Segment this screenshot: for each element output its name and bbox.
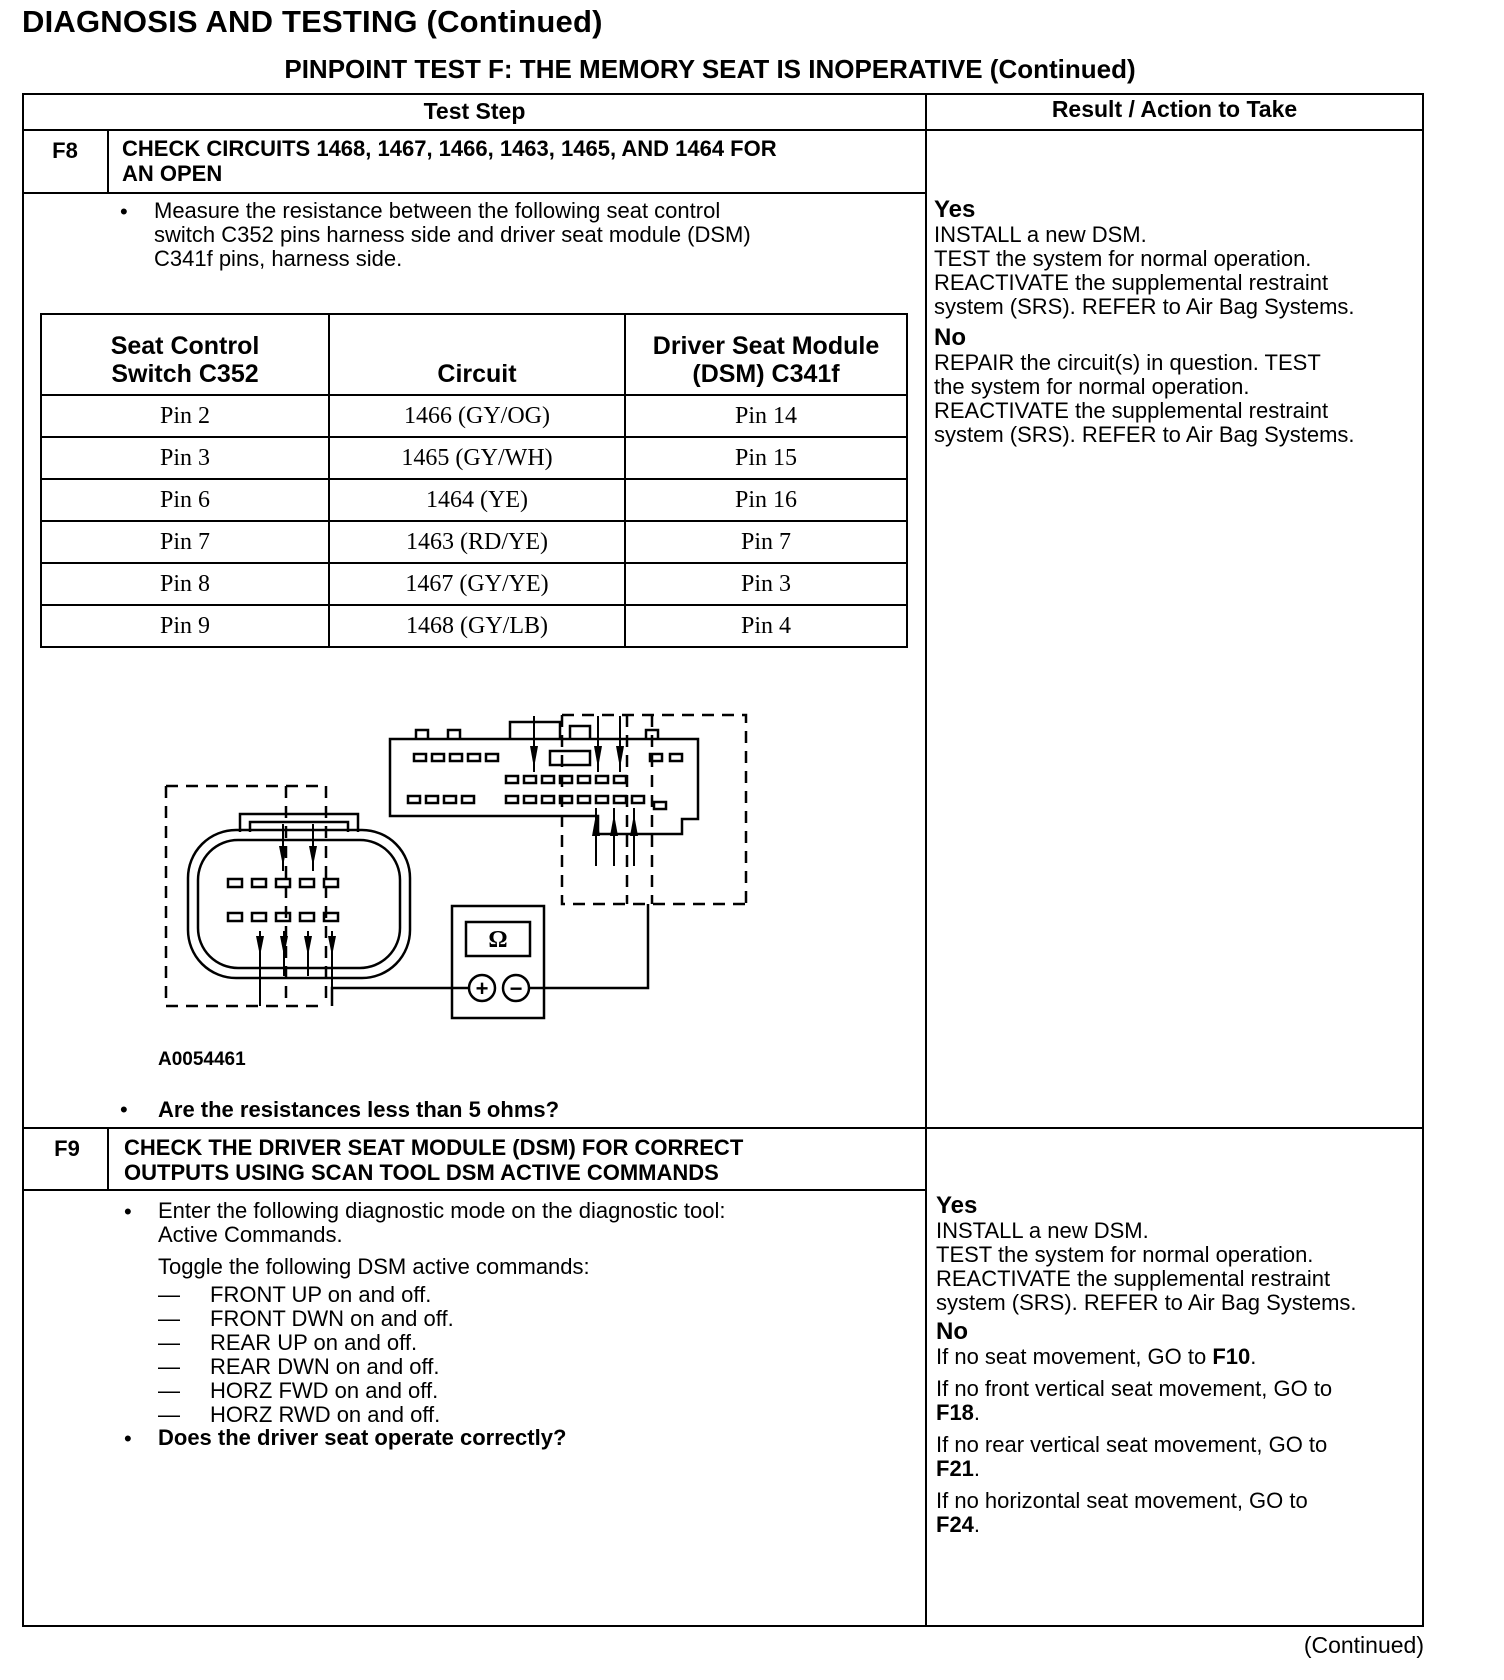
dash-glyph: — <box>158 1330 180 1355</box>
table-row <box>41 605 907 647</box>
table-row <box>41 437 907 479</box>
f9-title-bottom <box>24 1189 925 1191</box>
col-driver-seat-module: Driver Seat Module (DSM) C341f <box>625 314 907 395</box>
column-divider <box>925 95 927 1625</box>
ohm-symbol: Ω <box>488 927 508 953</box>
f9-command-item <box>158 1379 454 1403</box>
f9-command-text: FRONT DWN on and off. <box>210 1306 454 1331</box>
switch-pin: Pin 3 <box>41 437 329 479</box>
f9-no-text: If no seat movement, GO to <box>936 1344 1213 1369</box>
f9-no-ref: F21 <box>936 1456 974 1481</box>
f9-title-line2: OUTPUTS USING SCAN TOOL DSM ACTIVE COMMANDS <box>124 1160 719 1185</box>
f9-instructions <box>158 1199 725 1279</box>
table-row <box>41 479 907 521</box>
f8-result <box>934 197 1420 447</box>
f8-question: Are the resistances less than 5 ohms? <box>158 1097 560 1122</box>
f8-title-line1: CHECK CIRCUITS 1468, 1467, 1466, 1463, 1465, AND 1464 FOR <box>122 136 777 161</box>
f9-command-text: HORZ RWD on and off. <box>210 1402 441 1427</box>
f8-measure-text <box>154 199 751 271</box>
header-result-action: Result / Action to Take <box>1051 96 1298 122</box>
f8-no-line: system (SRS). REFER to Air Bag Systems. <box>934 422 1355 447</box>
f8-title-line2: AN OPEN <box>122 161 223 186</box>
col-circuit: Circuit <box>329 314 625 395</box>
seat-switch-connector <box>188 814 410 978</box>
f9-yes-line: TEST the system for normal operation. <box>936 1242 1314 1267</box>
circuit: 1466 (GY/OG) <box>329 395 625 437</box>
f8-step-id: F8 <box>52 138 78 163</box>
f8-yes-line: INSTALL a new DSM. <box>934 222 1147 247</box>
f9-toggle-line: Toggle the following DSM active commands: <box>158 1254 590 1279</box>
f9-no-text: If no front vertical seat movement, GO to <box>936 1376 1333 1401</box>
f9-no-item <box>936 1433 1422 1481</box>
f8-measure-line2: switch C352 pins harness side and driver seat module (DSM) <box>154 222 751 247</box>
f9-command-text: REAR UP on and off. <box>210 1330 418 1355</box>
f9-no-end: . <box>973 1456 981 1481</box>
dsm-pin-row-top <box>414 751 682 765</box>
circuit: 1464 (YE) <box>329 479 625 521</box>
f9-no-text: If no horizontal seat movement, GO to <box>936 1488 1308 1513</box>
f9-yes-line: REACTIVATE the supplemental restraint <box>936 1266 1331 1291</box>
f9-yes-line: INSTALL a new DSM. <box>936 1218 1149 1243</box>
dash-glyph: — <box>158 1282 180 1307</box>
dsm-pin: Pin 3 <box>625 563 907 605</box>
f9-command-item <box>158 1283 454 1307</box>
f8-no-line: REPAIR the circuit(s) in question. TEST <box>934 350 1321 375</box>
dashed-probe-outline-left <box>166 786 326 1006</box>
pinpoint-test-title: PINPOINT TEST F: THE MEMORY SEAT IS INOPERATIVE (Continued) <box>284 54 1136 84</box>
dash-glyph: — <box>158 1306 180 1331</box>
pin-table-header-row <box>41 314 907 395</box>
f9-step-id: F9 <box>54 1136 80 1161</box>
circuit: 1465 (GY/WH) <box>329 437 625 479</box>
f9-title-line1: CHECK THE DRIVER SEAT MODULE (DSM) FOR CORRECT <box>124 1135 744 1160</box>
f9-no-label: No <box>936 1318 968 1345</box>
f9-command-text: HORZ FWD on and off. <box>210 1378 439 1403</box>
continued-note: (Continued) <box>1303 1632 1424 1658</box>
table-row <box>41 563 907 605</box>
f9-command-text: REAR DWN on and off. <box>210 1354 440 1379</box>
f8-yes-line: system (SRS). REFER to Air Bag Systems. <box>934 294 1355 319</box>
f8-yes-line: REACTIVATE the supplemental restraint <box>934 270 1329 295</box>
f9-yes-label: Yes <box>936 1192 978 1219</box>
f9-no-item <box>936 1345 1422 1369</box>
f8-measure-line3: C341f pins, harness side. <box>154 246 403 271</box>
f8-id-divider <box>107 131 109 192</box>
figure-id: A0054461 <box>158 1049 246 1070</box>
f8-no-label: No <box>934 324 966 351</box>
f8-title-bottom <box>24 192 925 194</box>
circuit: 1468 (GY/LB) <box>329 605 625 647</box>
table-row <box>41 395 907 437</box>
f9-no-item <box>936 1489 1422 1537</box>
dsm-pin-row-middle <box>506 776 626 783</box>
col-seat-control-switch: Seat Control Switch C352 <box>41 314 329 395</box>
f9-enter-line2: Active Commands. <box>158 1222 343 1247</box>
ohmmeter <box>452 906 544 1018</box>
f8-no-line: the system for normal operation. <box>934 374 1250 399</box>
pin-circuit-table <box>40 313 908 648</box>
page-title: DIAGNOSIS AND TESTING (Continued) <box>22 4 603 39</box>
switch-pin-row-top <box>228 879 338 887</box>
switch-pin: Pin 2 <box>41 395 329 437</box>
f8-question-bullet: • <box>120 1097 128 1122</box>
switch-pin: Pin 8 <box>41 563 329 605</box>
switch-pin: Pin 9 <box>41 605 329 647</box>
f9-no-text: If no rear vertical seat movement, GO to <box>936 1432 1328 1457</box>
f9-no-item <box>936 1377 1422 1425</box>
f8-f9-divider <box>24 1127 1422 1129</box>
circuit: 1463 (RD/YE) <box>329 521 625 563</box>
table-row <box>41 521 907 563</box>
switch-pin-row-bottom <box>228 913 338 921</box>
f9-id-divider <box>107 1129 109 1189</box>
f8-bullet: • <box>120 199 128 224</box>
switch-pin: Pin 7 <box>41 521 329 563</box>
f9-command-text: FRONT UP on and off. <box>210 1282 432 1307</box>
switch-probe-tips <box>256 846 336 956</box>
dsm-pin: Pin 15 <box>625 437 907 479</box>
f8-no-line: REACTIVATE the supplemental restraint <box>934 398 1329 423</box>
f9-command-list <box>158 1283 454 1427</box>
f9-enter-line1: Enter the following diagnostic mode on the diagnostic tool: <box>158 1198 726 1223</box>
header-divider <box>24 129 1422 131</box>
f9-no-ref: F18 <box>936 1400 974 1425</box>
f8-step-title <box>122 136 777 186</box>
switch-pin: Pin 6 <box>41 479 329 521</box>
dsm-probe-tips <box>530 746 638 836</box>
f9-bullet: • <box>124 1199 132 1224</box>
f9-no-end: . <box>1250 1344 1257 1369</box>
f9-no-ref: F24 <box>936 1512 974 1537</box>
meter-minus-symbol: − <box>509 976 523 1001</box>
f9-no-end: . <box>973 1512 981 1537</box>
dsm-pin: Pin 7 <box>625 521 907 563</box>
f9-question: Does the driver seat operate correctly? <box>158 1425 567 1450</box>
dsm-pin: Pin 16 <box>625 479 907 521</box>
connector-test-diagram <box>150 706 750 1046</box>
f9-command-item <box>158 1355 454 1379</box>
f9-question-bullet: • <box>124 1426 132 1451</box>
f9-command-item <box>158 1331 454 1355</box>
f9-no-ref: F10 <box>1212 1344 1251 1369</box>
f9-command-item <box>158 1307 454 1331</box>
f9-result <box>936 1193 1422 1537</box>
dsm-pin: Pin 14 <box>625 395 907 437</box>
dash-glyph: — <box>158 1354 180 1379</box>
header-test-step: Test Step <box>423 98 526 124</box>
f8-yes-label: Yes <box>934 196 976 223</box>
dash-glyph: — <box>158 1378 180 1403</box>
f9-step-title <box>124 1135 743 1185</box>
f8-yes-line: TEST the system for normal operation. <box>934 246 1312 271</box>
dash-glyph: — <box>158 1402 180 1427</box>
f9-yes-line: system (SRS). REFER to Air Bag Systems. <box>936 1290 1357 1315</box>
f8-measure-line1: Measure the resistance between the following seat control <box>154 198 721 223</box>
f9-command-item <box>158 1403 454 1427</box>
dsm-pin: Pin 4 <box>625 605 907 647</box>
circuit: 1467 (GY/YE) <box>329 563 625 605</box>
meter-plus-symbol: + <box>475 976 489 1001</box>
f9-no-end: . <box>973 1400 981 1425</box>
